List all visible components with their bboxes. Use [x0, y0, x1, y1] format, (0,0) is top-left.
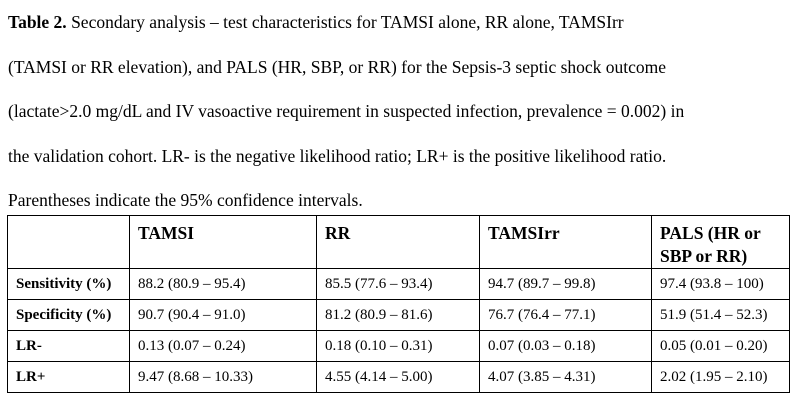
- caption-label: Table 2.: [8, 12, 67, 32]
- table-row: [8, 331, 790, 362]
- table-cell: 76.7 (76.4 – 77.1): [480, 300, 652, 331]
- row-label-sensitivity: Sensitivity (%): [8, 269, 130, 300]
- table-cell: 81.2 (80.9 – 81.6): [317, 300, 480, 331]
- table-cell: 94.7 (89.7 – 99.8): [480, 269, 652, 300]
- header-cell-tamsirr: TAMSIrr: [480, 216, 652, 269]
- table-caption: [8, 0, 788, 223]
- table-cell: 0.18 (0.10 – 0.31): [317, 331, 480, 362]
- header-cell-tamsi: TAMSI: [130, 216, 317, 269]
- row-label-specificity: Specificity (%): [8, 300, 130, 331]
- table-row: [8, 300, 790, 331]
- table-cell: 90.7 (90.4 – 91.0): [130, 300, 317, 331]
- table-cell: 4.07 (3.85 – 4.31): [480, 362, 652, 393]
- table-cell: 0.13 (0.07 – 0.24): [130, 331, 317, 362]
- table-header-row: [8, 216, 790, 269]
- table-cell: 97.4 (93.8 – 100): [652, 269, 790, 300]
- table-cell: 51.9 (51.4 – 52.3): [652, 300, 790, 331]
- row-label-lr-plus: LR+: [8, 362, 130, 393]
- header-cell-empty: [8, 216, 130, 269]
- table-cell: 0.05 (0.01 – 0.20): [652, 331, 790, 362]
- table-cell: 88.2 (80.9 – 95.4): [130, 269, 317, 300]
- header-cell-pals: PALS (HR or SBP or RR): [652, 216, 790, 269]
- caption-line-2: (TAMSI or RR elevation), and PALS (HR, SBP, or RR) for the Sepsis-3 septic shock outcome: [8, 56, 667, 77]
- results-table: [7, 215, 790, 393]
- caption-line-4: the validation cohort. LR- is the negative likelihood ratio; LR+ is the positive likelihood ratio.: [8, 145, 667, 166]
- table-cell: 0.07 (0.03 – 0.18): [480, 331, 652, 362]
- header-cell-rr: RR: [317, 216, 480, 269]
- caption-text: Secondary analysis – test characteristics for TAMSI alone, RR alone, TAMSIrr: [66, 12, 624, 32]
- caption-line-5: Parentheses indicate the 95% confidence intervals.: [8, 190, 363, 210]
- caption-line-3: (lactate>2.0 mg/dL and IV vasoactive requirement in suspected infection, prevalence = 0.002) in: [8, 101, 685, 121]
- row-label-lr-minus: LR-: [8, 331, 130, 362]
- caption-line-1: [8, 0, 788, 45]
- table-row: [8, 269, 790, 300]
- table-cell: 9.47 (8.68 – 10.33): [130, 362, 317, 393]
- table-row: [8, 362, 790, 393]
- table-cell: 2.02 (1.95 – 2.10): [652, 362, 790, 393]
- table-cell: 85.5 (77.6 – 93.4): [317, 269, 480, 300]
- table-cell: 4.55 (4.14 – 5.00): [317, 362, 480, 393]
